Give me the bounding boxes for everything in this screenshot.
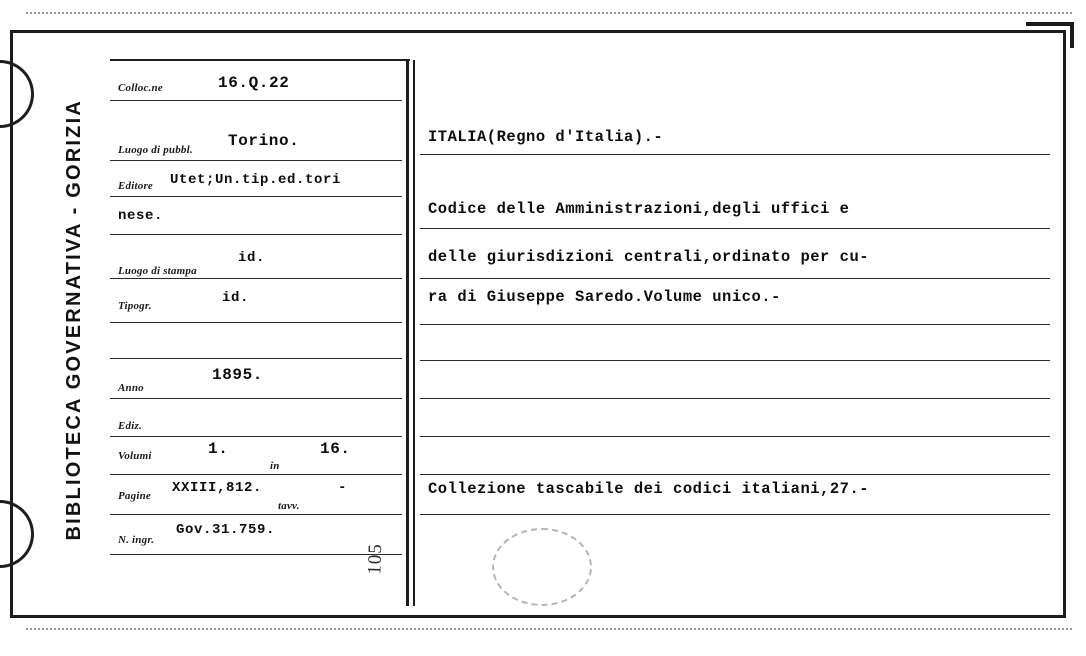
field-label-collocazione: Colloc.ne [118, 82, 163, 94]
description-rule [420, 228, 1050, 229]
field-label-editore: Editore [118, 180, 154, 192]
pencil-annotation: 105 [364, 542, 387, 576]
card-vertical-divider-secondary [413, 60, 415, 606]
field-rule [110, 234, 402, 235]
field-rule [110, 196, 402, 197]
field-value-pagine: XXIII,812. [172, 480, 263, 496]
field-value-numero-ingresso: Gov.31.759. [176, 522, 276, 538]
field-value-luogo-pubbl: Torino. [228, 132, 300, 150]
description-rule [420, 514, 1050, 515]
field-label-formato: in [270, 460, 280, 472]
field-value-luogo-stampa: id. [238, 250, 266, 266]
description-rule [420, 436, 1050, 437]
field-label-edizione: Ediz. [118, 420, 142, 432]
field-label-tavole: tavv. [278, 500, 300, 512]
description-line: delle giurisdizioni centrali,ordinato per cu- [428, 248, 870, 266]
card-border-right [1063, 30, 1066, 618]
description-line: ra di Giuseppe Saredo.Volume unico.- [428, 288, 781, 306]
field-value-formato: 16. [320, 440, 351, 458]
description-series-note: Collezione tascabile dei codici italiani,27.- [428, 480, 870, 498]
field-label-anno: Anno [118, 382, 144, 394]
field-rule [110, 160, 402, 161]
field-rule [110, 554, 402, 555]
description-rule [420, 360, 1050, 361]
description-line: Codice delle Amministrazioni,degli uffici e [428, 200, 850, 218]
description-rule [420, 278, 1050, 279]
field-rule [110, 100, 402, 101]
field-label-numero-ingresso: N. ingr. [118, 534, 155, 546]
bibliographic-description [420, 62, 1054, 606]
field-rule [110, 474, 402, 475]
field-label-tipografo: Tipogr. [118, 300, 152, 312]
description-rule [420, 398, 1050, 399]
description-line-heading: ITALIA(Regno d'Italia).- [428, 128, 664, 146]
field-label-luogo-pubbl: Luogo di pubbl. [118, 144, 193, 156]
field-label-pagine: Pagine [118, 490, 151, 502]
field-rule [110, 278, 402, 279]
field-rule [110, 436, 402, 437]
field-rule [110, 514, 402, 515]
description-rule [420, 474, 1050, 475]
field-label-luogo-stampa: Luogo di stampa [118, 265, 197, 277]
field-value-collocazione: 16.Q.22 [218, 74, 290, 92]
form-top-rule [110, 59, 410, 61]
field-rule-blank [110, 358, 402, 359]
field-label-volumi: Volumi [118, 450, 152, 462]
card-vertical-divider [406, 60, 409, 606]
field-rule [110, 322, 402, 323]
field-value-tipografo: id. [222, 290, 250, 306]
description-rule [420, 154, 1050, 155]
field-value-anno: 1895. [212, 366, 264, 384]
library-stamp [54, 70, 94, 570]
faint-oval-stamp [492, 528, 592, 606]
catalog-form-fields [110, 62, 402, 602]
field-value-tavole: - [338, 480, 348, 496]
field-value-editore: Utet;Un.tip.ed.tori [170, 172, 342, 188]
field-value-volumi: 1. [208, 440, 229, 458]
field-rule [110, 398, 402, 399]
field-value-editore-continuation: nese. [118, 208, 164, 224]
description-rule [420, 324, 1050, 325]
library-stamp-text: BIBLIOTECA GOVERNATIVA - GORIZIA [62, 99, 85, 541]
page-top-dotted-rule [26, 12, 1072, 14]
page-bottom-dotted-rule [26, 628, 1072, 630]
